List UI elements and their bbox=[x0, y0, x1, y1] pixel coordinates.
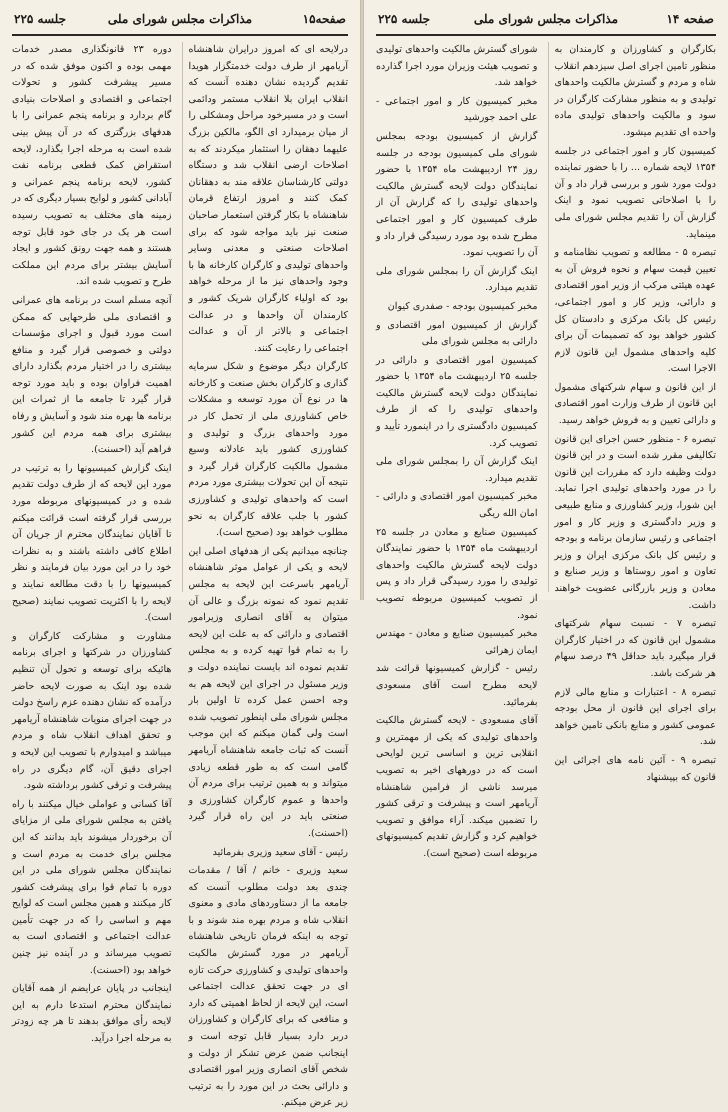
paragraph: چنانچه میدانیم یکی از هدفهای اصلی این لایحه و یکی از عوامل موثر شاهنشاه آریامهر باسرعت این لایحه به مجلس تقدیم نمود که نمونه بزرگ و عالی آن میتوان به آقای انصاری وزیرامور اقتصادی و دارائی که به علت این لایحه را به تمام قوا تهیه کرده و به مجلس تقدیم نموده اند بایست نماینده دولت و وزیر مسئول در اجرای این لایحه هم به وجه احسن عمل کرده تا اولین بار مجلس شورای ملی اینطور تصویب شده است ولی گمان میکنم که این موجب آنست که ثبات جامعه شاهنشاه آریامهر گامی است که به طور قطعه زیادی میتواند و به همین ترتیب برای مردم آن واحدها و عموم کارگران کشاورزی و صنعتی باید در این راه قرار گیرد (احسنت). bbox=[188, 545, 348, 839]
left-page-right-column bbox=[182, 42, 349, 1109]
right-page-title: مذاکرات مجلس شورای ملی bbox=[473, 12, 619, 26]
paragraph: سعید وزیری - خانم / آقا / مقدمات چندی بعد دولت مطلوب آنست که جامعه ما از دستاوردهای مادی و معنوی انقلاب شاه و مردم بهره مند شوند و با توجه به اینکه فرمان تاریخی شاهنشاه آریامهر در مورد گسترش مالکیت واحدهای تولیدی و کشاورزی حرکت تازه ای در جهت تحقق عدالت اجتماعی است، این لایحه از لحاظ اهمیتی که دارد و منافعی که برای کارگران و کشاورزان دربر دارد بسیار قابل توجه است و اینجانب ضمن عرض تشکر از دولت و شخص آقای انصاری وزیر امور اقتصادی و دارائی بحث در این مورد را به ترتیب زیر عرض میکنم. bbox=[188, 865, 348, 1109]
right-page-header bbox=[376, 0, 716, 36]
right-page-left-column bbox=[376, 42, 538, 859]
paragraph: کمیسیون صنایع و معادن در جلسه ۲۵ اردیبهشت ماه ۱۳۵۴ با حضور نمایندگان دولت لایحه گسترش مالکیت واحدهای تولیدی را مورد رسیدگی قرار داد و پس از تصویب کمیسیون مربوطه تصویب نمود. bbox=[376, 526, 538, 621]
right-page-number: صفحه ۱۴ bbox=[666, 12, 714, 26]
left-page-title: مذاکرات مجلس شورای ملی bbox=[107, 12, 253, 26]
paragraph: تبصره ۵ - مطالعه و تصویب نظامنامه و تعیین قیمت سهام و نحوه فروش آن به عهده هیئتی مرکب از وزیر امور اقتصادی و دارائی، وزیر کار و امور اجتماعی، رئیس کل بانک مرکزی و دادستان کل کشور خواهد بود که تصمیمات آن برای کلیه واحدهای مشمول این قانون لازم الاجرا است. bbox=[554, 247, 716, 375]
paragraph: اینجانب در پایان عرایضم از همه آقایان نمایندگان محترم استدعا دارم به این لایحه رأی موافق بدهند تا هر چه زودتر به مرحله اجرا درآید. bbox=[12, 983, 172, 1045]
paragraph: مخبر کمیسیون امور اقتصادی و دارائی - امان الله ریگی bbox=[376, 491, 538, 520]
paragraph: کارگران دیگر موضوع و شکل سرمایه گذاری و کارگران بخش صنعت و کارخانه ها در نوع آن مورد توسعه و مشکلات خاص کشاورزی ملی از تحمل کار در مورد واحدهای بزرگ و تولیدی و کشاورزی کشور باید عادلانه وسیع مشمول مالکیت کارگران قرار گیرد و نتیجه آن این تحولات بیشتری مورد مردم است که واحدهای تولیدی و کشاورزی کشور با جلب علاقه کارگران به نحو مطلوب خواهد بود (صحیح است). bbox=[188, 361, 348, 539]
paragraph: مخبر کمیسیون بودجه - صفدری کیوان bbox=[387, 300, 538, 312]
left-page-number: صفحه۱۵ bbox=[302, 12, 346, 26]
paragraph: آقا کسانی و عواملی خیال میکنند با راه یافتن به مجلس شورای ملی از مزایای آن برخوردار میشوند باید بدانند که این مجلس برای خدمت به مردم است و نمایندگان مجلس شورای ملی در این دوره با تمام قوا برای پیشرفت کشور کار میکنند و همین مجلس است که لوایح مهم و اساسی را که در جهت تأمین عدالت اجتماعی و اقتصادی است به تصویب میرساند و در آینده نیز چنین خواهد بود (احسنت). bbox=[12, 798, 172, 976]
paragraph: اینک گزارش آن را بمجلس شورای ملی تقدیم میدارد. bbox=[376, 265, 538, 294]
paragraph: تبصره ۷ - نسبت سهام شرکتهای مشمول این قانون که در اختیار کارگران قرار میگیرد باید حداقل ۴۹ درصد سهام هر شرکت باشد. bbox=[554, 618, 717, 679]
left-page bbox=[0, 0, 361, 1109]
left-page-columns bbox=[12, 42, 348, 1109]
paragraph: از این قانون و سهام شرکتهای مشمول این قانون از طرف وزارت امور اقتصادی و دارائی تعیین و به فروش خواهد رسید. bbox=[554, 381, 716, 427]
right-page-columns bbox=[376, 42, 717, 859]
paragraph: کمیسیون کار و امور اجتماعی در جلسه ۱۳۵۴ لایحه شماره ... را با حضور نماینده دولت مورد شور و بررسی قرار داد و آن را با اصلاحاتی تصویب نمود و اینک گزارش آن را تقدیم مجلس شورای ملی مینماید. bbox=[554, 145, 716, 240]
paragraph: تبصره ۸ - اعتبارات و منابع مالی لازم برای اجرای این قانون از محل بودجه عمومی کشور و منابع بانکی تامین خواهد شد. bbox=[554, 686, 716, 748]
left-page-header bbox=[12, 0, 348, 36]
paragraph: اینک گزارش کمیسیونها را به ترتیب در مورد این لایحه که از طرف دولت تقدیم شده و در کمیسیونهای مربوطه مورد بررسی قرار گرفته است قرائت میکنم تا آقایان نمایندگان محترم از جریان آن اطلاع کافی داشته باشند و به نظرات خود را در این مورد بیان فرمایند و نظر کمیسیونها را با دقت مطالعه نمایند و لایحه را با اکثریت تصویب نمایند (صحیح است). bbox=[12, 462, 172, 624]
paragraph: مخبر کمیسیون کار و امور اجتماعی - علی احمد جورشید bbox=[376, 95, 538, 124]
paragraph: مشاورت و مشارکت کارگران و کشاورزان در شرکتها و اجرای برنامه هائیکه برای توسعه و تحول آن تنظیم شده بود اینک به صورت لایحه حاضر درآمده که نشان دهنده عزم راسخ دولت در جهت اجرای منویات شاهنشاه آریامهر و تحقق اهداف انقلاب شاه و مردم میباشد و امیدوارم با تصویب این لایحه و اجرای دقیق آن، گام دیگری در راه پیشرفت و ترقی کشور برداشته شود. bbox=[12, 630, 172, 792]
paragraph: گزارش از کمیسیون بودجه بمجلس شورای ملی کمیسیون بودجه در جلسه روز ۲۴ اردیبهشت ماه ۱۳۵۴ با حضور نمایندگان دولت لایحه گسترش مالکیت واحدهای تولیدی را که گزارش آن از طرف کمیسیون کار و امور اجتماعی مطرح شده بود مورد رسیدگی قرار داد و آن را تصویب نمود. bbox=[376, 130, 538, 259]
paragraph: بکارگران و کشاورزان و کارمندان به منظور تامین اجرای اصل سیزدهم انقلاب شاه و مردم و گسترش مالکیت واحدهای تولیدی و به منظور مشارکت کارگران در سود و مالکیت واحدهای تولیدی ماده واحده ای تقدیم میشود. bbox=[554, 44, 716, 138]
right-page-session: جلسه ۲۲۵ bbox=[378, 12, 431, 26]
left-page-session: جلسه ۲۲۵ bbox=[14, 12, 67, 26]
paragraph: آقای مسعودی - لایحه گسترش مالکیت واحدهای تولیدی که یکی از مهمترین و انقلابی ترین و اساسی ترین لوایحی است که در دورههای اخیر به تصویب میرسد ناشی از فرامین شاهنشاه آریامهر است و پیشرفت و ترقی کشور را تضمین میکند. آراء موافق و تصویب خواهیم کرد و گزارش تقدیم کمیسیونهای مربوطه است (صحیح است). bbox=[376, 715, 538, 859]
paragraph: گزارش از کمیسیون امور اقتصادی و دارائی به مجلس شورای ملی bbox=[376, 319, 538, 348]
right-page bbox=[364, 0, 728, 859]
paragraph: شورای گسترش مالکیت واحدهای تولیدی و تصویب هیئت وزیران مورد اجرا گذارده خواهد شد. bbox=[376, 44, 538, 89]
paragraph: کمیسیون امور اقتصادی و دارائی در جلسه ۲۵ اردیبهشت ماه ۱۳۵۴ با حضور نمایندگان دولت لایحه گسترش مالکیت واحدهای تولیدی را که از طرف کمیسیون دادگستری را در اینمورد تأیید و تصویب کرد. bbox=[376, 354, 538, 449]
left-page-left-column bbox=[12, 42, 172, 1045]
paragraph: رئیس - گزارش کمیسیونها قرائت شد لایحه مطرح است آقای مسعودی بفرمائید. bbox=[376, 663, 538, 708]
paragraph: اینک گزارش آن را بمجلس شورای ملی تقدیم میدارد. bbox=[376, 456, 538, 484]
paragraph: تبصره ۶ - منظور حسن اجرای این قانون تکالیفی مقرر شده است و در این قانون دولت وظیفه دارد که مقررات این قانون را در مورد واحدهای تولیدی اجرا نماید. این شورا، وزیر کشاورزی و منابع طبیعی و وزیر دادگستری و وزیر کار و امور اجتماعی و رئیس سازمان برنامه و بودجه و رئیس کل بانک مرکزی ایران و وزیر تعاون و امور روستاها و وزیر صنایع و معادن و وزیر بازرگانی عضویت خواهند داشت. bbox=[554, 433, 716, 611]
paragraph: رئیس - آقای سعید وزیری بفرمائید bbox=[212, 846, 348, 858]
paragraph: آنچه مسلم است در برنامه های عمرانی و اقتصادی ملی طرحهایی که ممکن است مورد قبول و اجرای مؤسسات دولتی و خصوصی قرار گیرد و منافع بیشتری را در اختیار مردم بگذارد دارای اهمیت فراوان بوده و باید مورد توجه قرار گیرد تا جامعه ما از ثمرات این برنامه ها بهره مند شود و آسایش و رفاه بیشتری برای همه مردم این کشور فراهم آید (احسنت). bbox=[12, 294, 172, 456]
paragraph: درلایحه ای که امروز درایران شاهنشاه آریامهر از طرف دولت خدمتگزار هویدا تقدیم گردیده نشان دهنده آنست که انقلاب ایران بلا انقلاب مستمر ودائمی است و در مسیرخود مراحل ومشکلی را از میان برمیدارد ای الگو، مالکین بزرگ علیهما دهقان را استثمار میکردند که به اصلاحات ارضی انقلاب شد و دستگاه دولتی کارشناسان علاقه مند به دهقانان کمک کنند و امروز ارتفاع قرمان شاهنشاه با بکار گرفتن استعمار صاحبان صنعت نیز باید مواجه شود که برای اصلاحات صنعتی و معدنی وسایر واحدهای تولیدی و کارگران کارخانه ها با وجود واحدهای نیز ما از مرحله خواهد بود که اولیاء کارگران شریک کشور و کارمندان آن واحدها و در عدالت اجتماعی و بالاتر از آن و عدالت اجتماعی را رعایت کنند. bbox=[188, 44, 348, 354]
paragraph: دوره ۲۳ قانونگذاری مصدر خدمات مهمی بوده و اکنون موفق شده که در مسیر پیشرفت کشور و تحولات اجتماعی و اقتصادی و اصلاحات بنیادی گام بردارد و برنامه پنجم عمرانی را با هدفهای بزرگتری که در آن پیش بینی شده است به مرحله اجرا بگذارد، لایحه استقراض کمک قطعی برنامه نفت کشور، لایحه برنامه پنجم عمرانی و آبادانی کشور و لوایح بسیار دیگری که در زمینه های مختلف به تصویب رسیده است هر یک در جای خود قابل توجه هستند و همه جهت رونق کشور و ایجاد آسایش بیشتر برای مردم این مملکت طرح و تصویب شده اند. bbox=[12, 44, 172, 288]
right-page-right-column bbox=[548, 42, 717, 783]
paragraph: تبصره ۹ - آئین نامه های اجرائی این قانون که بپیشنهاد bbox=[554, 754, 716, 783]
paragraph: مخبر کمیسیون صنایع و معادن - مهندس ایمان زهرائی bbox=[376, 628, 538, 656]
